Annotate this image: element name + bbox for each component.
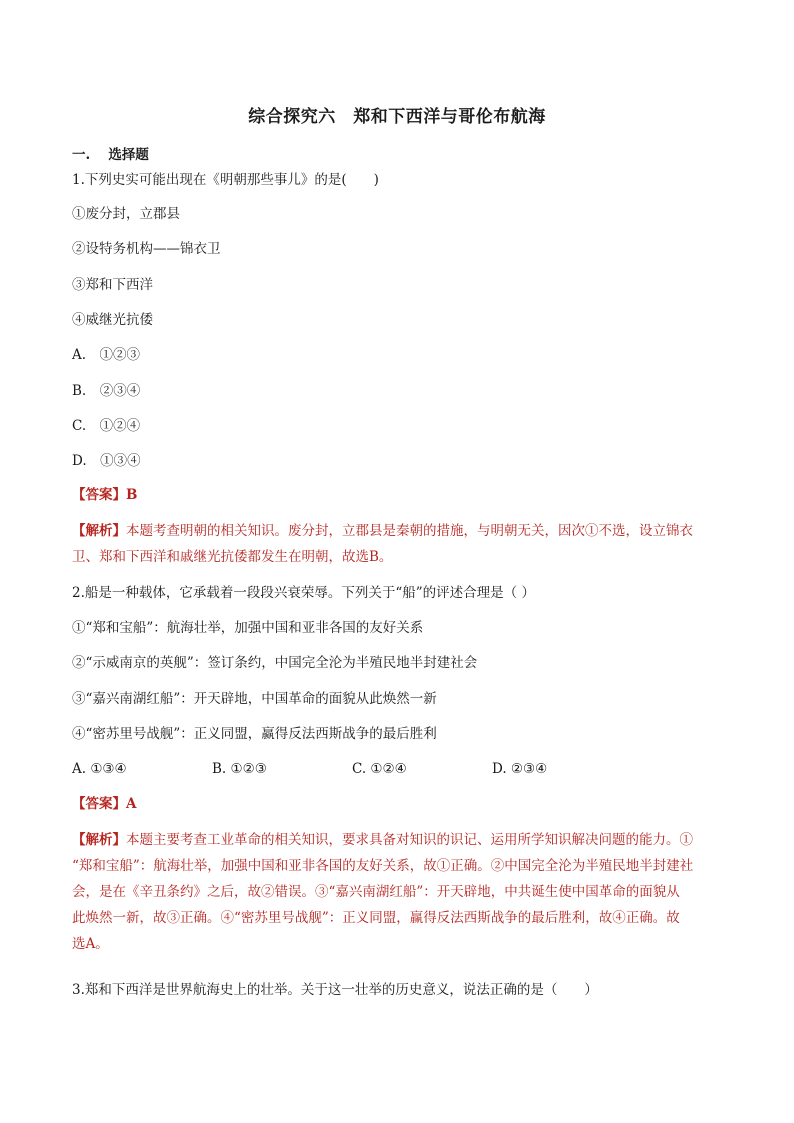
q1-item: ④威继光抗倭 bbox=[72, 312, 153, 328]
q2-analysis-line: “郑和宝船”：航海壮举，加强中国和亚非各国的友好关系，故①正确。②中国完全沦为半殖民地半封建社 bbox=[72, 858, 694, 874]
q2-stem: 2.船是一种载体，它承载着一段段兴衰荣辱。下列关于“船”的评述合理是（ ） bbox=[72, 585, 535, 601]
q2-option-b: B. ①②③ bbox=[212, 761, 267, 777]
q1-stem: 1.下列史实可能出现在《明朝那些事儿》的是( ) bbox=[72, 172, 379, 188]
q3-stem: 3.郑和下西洋是世界航海史上的壮举。关于这一壮举的历史意义，说法正确的是（ ） bbox=[72, 982, 598, 998]
q1-analysis-line bbox=[72, 522, 693, 540]
q2-answer bbox=[72, 795, 136, 813]
q1-option-d: D. ①③④ bbox=[72, 453, 141, 469]
q1-item: ①废分封，立郡县 bbox=[72, 206, 180, 222]
q1-option-a: A. ①②③ bbox=[72, 347, 141, 363]
q2-item: ②“示威南京的英舰”：签订条约，中国完全沦为半殖民地半封建社会 bbox=[72, 655, 478, 671]
q1-item: ③郑和下西洋 bbox=[72, 277, 153, 293]
q1-item: ②设特务机构——锦衣卫 bbox=[72, 241, 221, 257]
section-heading: 一. 选择题 bbox=[72, 147, 149, 163]
q2-item: ③“嘉兴南湖红船”：开天辟地，中国革命的面貌从此焕然一新 bbox=[72, 691, 437, 707]
page-title: 综合探究六 郑和下西洋与哥伦布航海 bbox=[248, 107, 546, 127]
q2-option-a: A. ①③④ bbox=[72, 761, 127, 777]
q1-option-c: C. ①②④ bbox=[72, 418, 141, 434]
answer-label: 【答案】 bbox=[72, 487, 126, 503]
q1-analysis-line: 卫、郑和下西洋和戚继光抗倭都发生在明朝，故选B。 bbox=[72, 549, 393, 565]
analysis-text: 本题主要考查工业革命的相关知识，要求具备对知识的识记、运用所学知识解决问题的能力。① bbox=[126, 832, 693, 848]
q2-item: ①“郑和宝船”：航海壮举，加强中国和亚非各国的友好关系 bbox=[72, 620, 424, 636]
answer-value: A bbox=[126, 796, 137, 812]
answer-label: 【答案】 bbox=[72, 796, 126, 812]
q2-analysis-line: 选A。 bbox=[72, 936, 109, 952]
q2-analysis-line: 此焕然一新，故③正确。④“密苏里号战舰”：正义同盟，赢得反法西斯战争的最后胜利，故④正确。故 bbox=[72, 910, 680, 926]
q2-options-row bbox=[72, 760, 724, 778]
q2-option-c: C. ①②④ bbox=[352, 761, 407, 777]
q2-analysis-line: 会，是在《辛丑条约》之后，故②错误。③“嘉兴南湖红船”：开天辟地，中共诞生使中国革命的面貌从 bbox=[72, 884, 680, 900]
analysis-label: 【解析】 bbox=[72, 832, 126, 848]
answer-value: B bbox=[126, 487, 138, 503]
q2-analysis-line bbox=[72, 831, 693, 849]
q2-option-d: D. ②③④ bbox=[492, 761, 548, 777]
q1-option-b: B. ②③④ bbox=[72, 383, 141, 399]
analysis-label: 【解析】 bbox=[72, 523, 126, 539]
q2-item: ④“密苏里号战舰”：正义同盟，赢得反法西斯战争的最后胜利 bbox=[72, 726, 437, 742]
q1-answer bbox=[72, 486, 137, 504]
analysis-text: 本题考查明朝的相关知识。废分封，立郡县是秦朝的措施，与明朝无关，因次①不选，设立锦衣 bbox=[126, 523, 693, 539]
